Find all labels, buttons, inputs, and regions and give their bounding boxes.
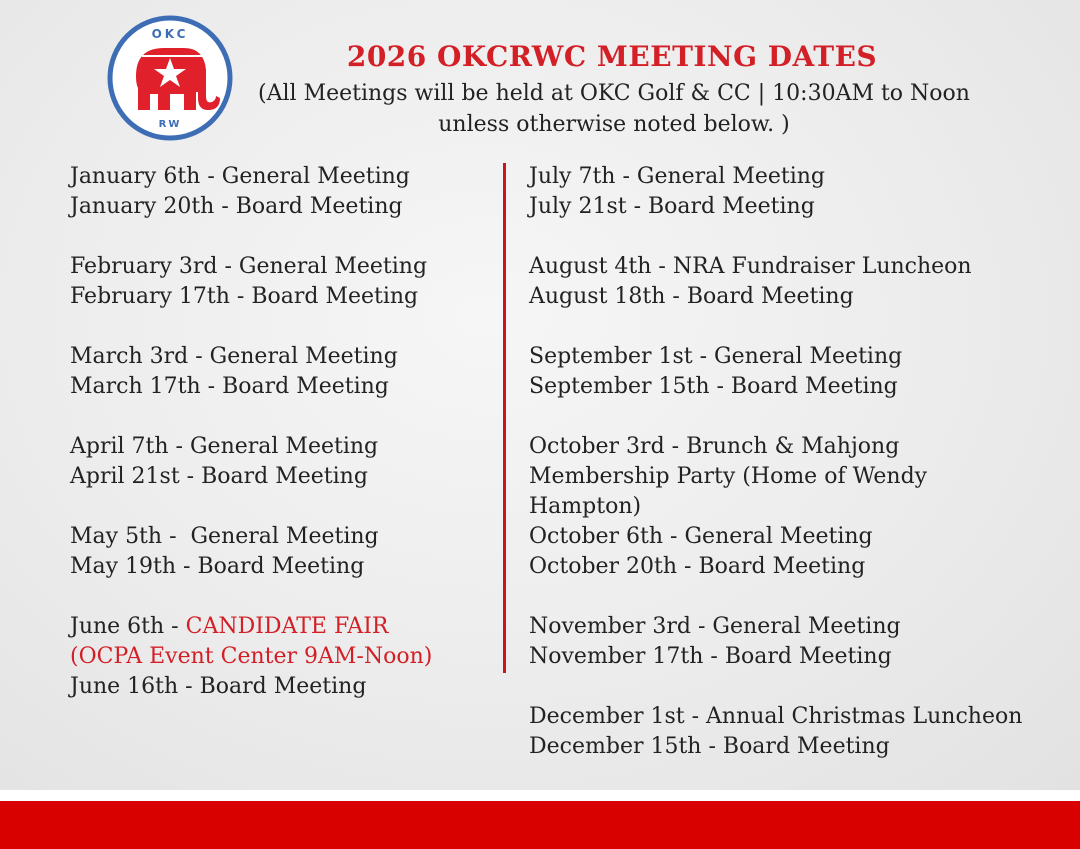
venue-note-line2: unless otherwise noted below. ) bbox=[438, 112, 790, 137]
meeting-item: September 1st - General Meeting bbox=[529, 344, 903, 369]
meeting-item: November 3rd - General Meeting bbox=[529, 614, 901, 639]
meeting-item: November 17th - Board Meeting bbox=[529, 644, 892, 669]
footer-red-bar bbox=[0, 801, 1080, 849]
meeting-item: January 6th - General Meeting bbox=[70, 164, 410, 189]
meeting-item: May 5th - General Meeting bbox=[70, 524, 379, 549]
meeting-item: February 3rd - General Meeting bbox=[70, 254, 428, 279]
meeting-item: December 15th - Board Meeting bbox=[529, 734, 890, 759]
venue-note bbox=[255, 78, 973, 140]
meeting-item: October 20th - Board Meeting bbox=[529, 554, 866, 579]
meeting-item: July 21st - Board Meeting bbox=[529, 194, 815, 219]
meeting-item: October 6th - General Meeting bbox=[529, 524, 873, 549]
meeting-item: February 17th - Board Meeting bbox=[70, 284, 419, 309]
meeting-date-label: June 6th - bbox=[70, 614, 186, 639]
svg-text:RW: RW bbox=[158, 119, 182, 130]
meeting-list-right bbox=[529, 162, 1069, 762]
meeting-item: June 16th - Board Meeting bbox=[70, 674, 367, 699]
meeting-item-mahjong-party: October 3rd - Brunch & Mahjong Membership Party (Home of Wendy Hampton) bbox=[529, 434, 928, 519]
meeting-item: May 19th - Board Meeting bbox=[70, 554, 365, 579]
meeting-item: December 1st - Annual Christmas Luncheon bbox=[529, 704, 1023, 729]
column-divider bbox=[503, 163, 506, 673]
page-title: 2026 OKCRWC MEETING DATES bbox=[346, 40, 878, 73]
candidate-fair-location: (OCPA Event Center 9AM-Noon) bbox=[70, 644, 433, 669]
candidate-fair-highlight: CANDIDATE FAIR bbox=[185, 614, 389, 639]
meeting-item: August 4th - NRA Fundraiser Luncheon bbox=[529, 254, 972, 279]
meeting-item: January 20th - Board Meeting bbox=[70, 194, 403, 219]
meeting-item: August 18th - Board Meeting bbox=[529, 284, 854, 309]
meeting-item-candidate-fair bbox=[70, 612, 490, 642]
venue-note-line1: (All Meetings will be held at OKC Golf & CC | 10:30AM to Noon bbox=[258, 81, 970, 106]
meeting-item: April 7th - General Meeting bbox=[70, 434, 379, 459]
meeting-item: September 15th - Board Meeting bbox=[529, 374, 898, 399]
meeting-item: July 7th - General Meeting bbox=[529, 164, 826, 189]
okcrwc-logo bbox=[106, 14, 234, 142]
meeting-item: March 3rd - General Meeting bbox=[70, 344, 398, 369]
svg-text:OKC: OKC bbox=[151, 27, 189, 41]
meeting-item: April 21st - Board Meeting bbox=[70, 464, 368, 489]
meeting-item: March 17th - Board Meeting bbox=[70, 374, 389, 399]
meeting-list-left bbox=[70, 162, 490, 702]
